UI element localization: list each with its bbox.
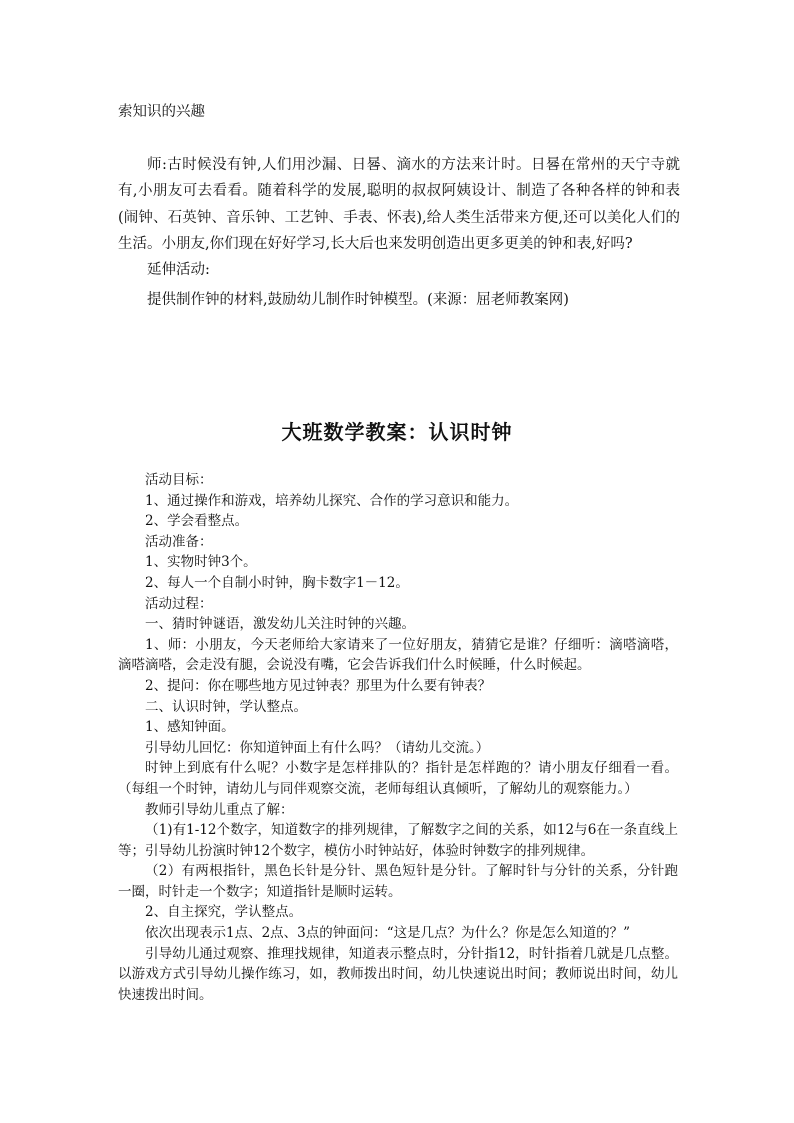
prep-heading: 活动准备： xyxy=(145,533,213,550)
process-text: 教师引导幼儿重点了解： xyxy=(145,801,294,818)
process-text: 2、自主探究，学认整点。 xyxy=(145,904,303,921)
continued-line: 索知识的兴趣 xyxy=(118,104,205,120)
process-text: 引导幼儿回忆：你知道钟面上有什么吗？（请幼儿交流。） xyxy=(145,739,490,756)
prep-item: 2、每人一个自制小时钟，胸卡数字1－12。 xyxy=(145,574,409,591)
process-text: 1、感知钟面。 xyxy=(145,719,235,736)
lesson-body xyxy=(118,470,678,1005)
lesson-title: 大班数学教案：认识时钟 xyxy=(281,420,513,444)
extension-text: 提供制作钟的材料,鼓励幼儿制作时钟模型。(来源：屈老师教案网) xyxy=(147,292,569,308)
process-step-heading: 二、认识时钟，学认整点。 xyxy=(145,698,307,715)
prep-item: 1、实物时钟3个。 xyxy=(145,554,257,571)
process-heading: 活动过程： xyxy=(145,595,213,612)
history-paragraph: 师:古时候没有钟,人们用沙漏、日晷、滴水的方法来计时。日晷在常州的天宁寺就有,小朋友可去看看。随着科学的发展,聪明的叔叔阿姨设计、制造了各种各样的钟和表(闹钟、石英钟、音乐钟、工艺钟、手表、怀表),给人类生活带来方便,还可以美化人们的生活。小朋友,你们现在好好学习,长大后也来发明创造出更多更美的钟和表,好吗? xyxy=(118,157,680,253)
process-text: 依次出现表示1点、2点、3点的钟面问：“这是几点？为什么？你是怎么知道的？” xyxy=(145,925,631,942)
goal-item: 1、通过操作和游戏，培养幼儿探究、合作的学习意识和能力。 xyxy=(145,492,519,509)
process-text: （2）有两根指针，黑色长针是分针、黑色短针是分针。了解时针与分针的关系，分针跑一圈，时针走一个数字；知道指针是顺时运转。 xyxy=(118,863,678,900)
goal-item: 2、学会看整点。 xyxy=(145,513,249,530)
process-text: 引导幼儿通过观察、推理找规律，知道表示整点时，分针指12，时针指着几就是几点整。以游戏方式引导幼儿操作练习，如，教师拨出时间，幼儿快速说出时间；教师说出时间，幼儿快速拨出时间。 xyxy=(118,945,678,1003)
process-step-heading: 一、猜时钟谜语，激发幼儿关注时钟的兴趣。 xyxy=(145,616,415,633)
goal-heading: 活动目标： xyxy=(145,472,213,488)
process-text: （1)有1-12个数字，知道数字的排列规律，了解数字之间的关系，如12与6在一条直线上等；引导幼儿扮演时钟12个数字，模仿小时钟站好，体验时钟数字的排列规律。 xyxy=(118,822,678,859)
process-text: 时钟上到底有什么呢？小数字是怎样排队的？指针是怎样跑的？请小朋友仔细看一看。（每组一个时钟，请幼儿与同伴观察交流，老师每组认真倾听，了解幼儿的观察能力。） xyxy=(118,760,678,797)
process-text: 2、提问：你在哪些地方见过钟表？那里为什么要有钟表？ xyxy=(145,677,492,694)
process-text: 1、师：小朋友，今天老师给大家请来了一位好朋友，猜猜它是谁？仔细听：滴嗒滴嗒，滴嗒滴嗒，会走没有腿，会说没有嘴，它会告诉我们什么时候睡，什么时候起。 xyxy=(118,636,678,674)
extension-heading: 延伸活动: xyxy=(147,262,210,278)
